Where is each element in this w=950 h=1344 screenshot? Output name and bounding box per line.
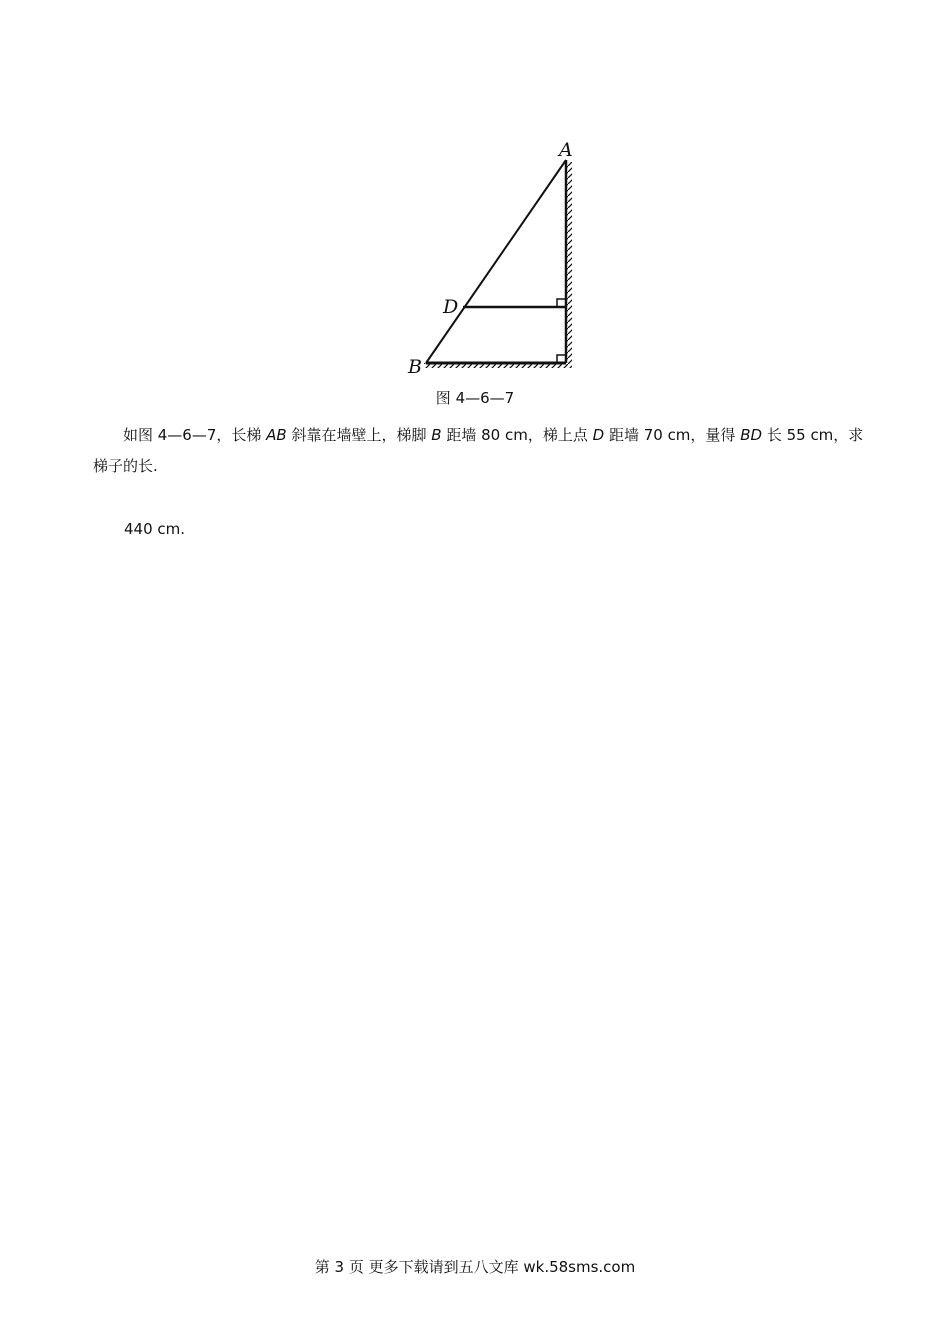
problem-text-part: 距墙 80 cm，梯上点	[441, 426, 593, 444]
segment-ab: AB	[266, 426, 287, 444]
problem-text-part: 斜靠在墙壁上，梯脚	[286, 426, 432, 444]
problem-text	[93, 420, 873, 482]
point-label-b: B	[408, 356, 422, 378]
problem-text-part: 长 55 cm，求梯子的长.	[93, 426, 864, 475]
problem-text-part: 距墙 70 cm，量得	[604, 426, 741, 444]
ladder-diagram	[400, 130, 590, 380]
point-label-a: A	[559, 139, 573, 161]
point-b: B	[431, 426, 442, 444]
ladder-figure	[400, 130, 590, 380]
point-d: D	[592, 426, 605, 444]
page-footer: 第 3 页 更多下载请到五八文库 wk.58sms.com	[314, 1258, 636, 1276]
segment-bd: BD	[740, 426, 763, 444]
answer-text: 440 cm.	[124, 520, 186, 538]
point-label-d: D	[443, 296, 459, 318]
figure-caption: 图 4—6—7	[435, 389, 515, 407]
ladder-ab	[426, 160, 566, 363]
problem-text-part: 如图 4—6—7，长梯	[123, 426, 267, 444]
